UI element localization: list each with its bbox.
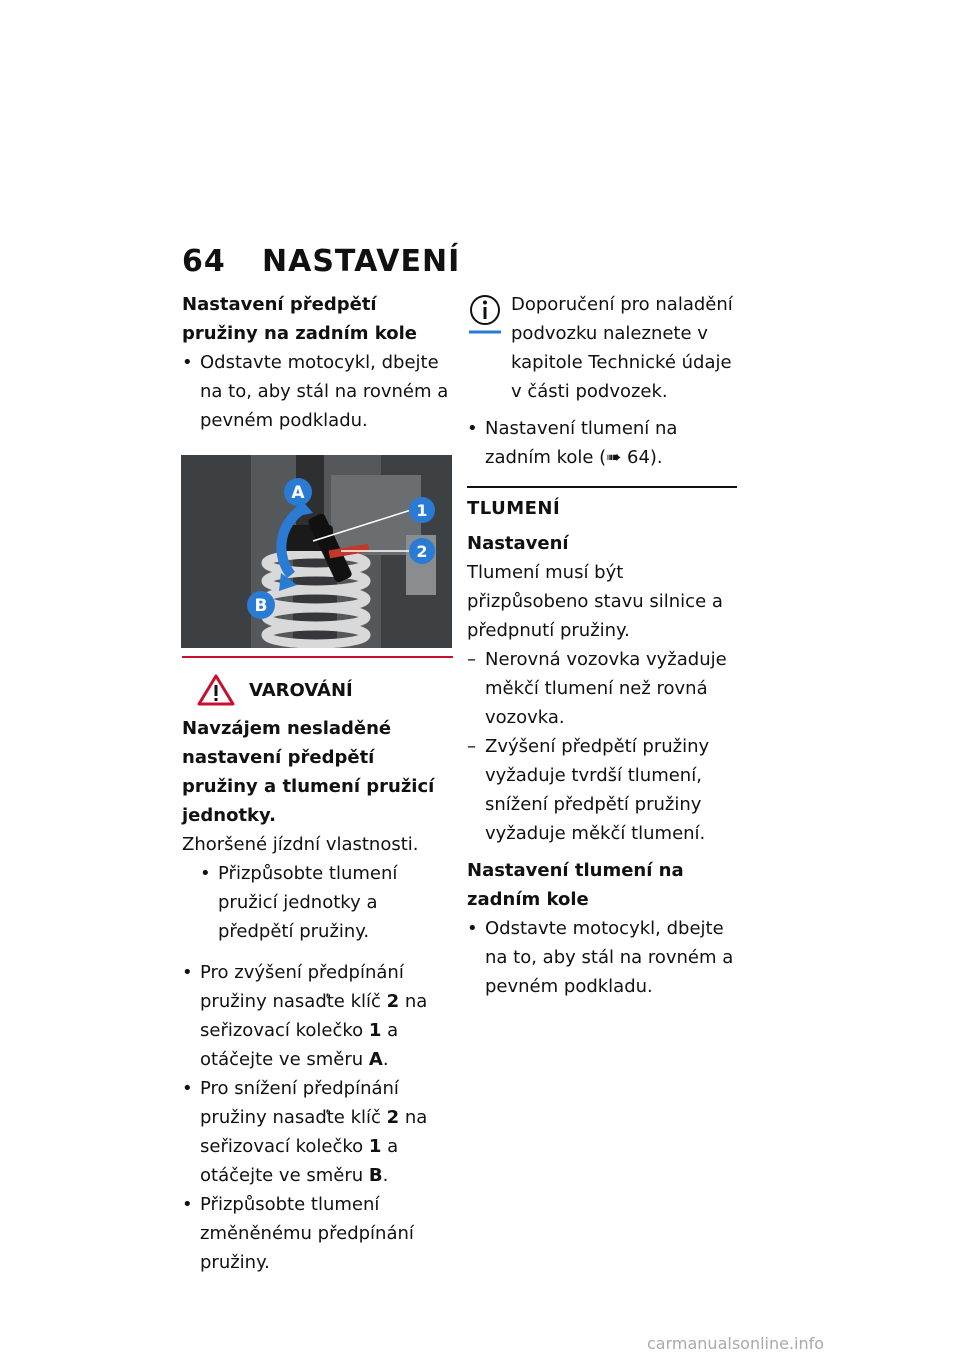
section-title-damping: TLUMENÍ	[467, 498, 561, 519]
rule-preload-damping: – Zvýšení předpětí pružiny vyžaduje tvrdší tlumení, snížení předpětí pružiny vyžaduje měkčí tlumení.	[467, 732, 742, 848]
step-adjust-damping: • Přizpůsobte tlumení změněnému předpínání pružiny.	[182, 1190, 452, 1277]
left-column	[182, 290, 452, 1277]
callout-1: 1	[416, 501, 428, 520]
damping-paragraph: Tlumení musí být přizpůsobeno stavu silnice a předpnutí pružiny.	[467, 562, 723, 641]
shock-absorber-figure	[181, 455, 452, 648]
info-text: Doporučení pro naladění podvozku naleznete v kapitole Technické údaje v části podvozek.	[511, 294, 733, 402]
right-column	[467, 290, 742, 1001]
info-icon	[467, 294, 503, 338]
warning-action-wrap	[182, 859, 452, 946]
reference-damping-setting[interactable]: • Nastavení tlumení na zadním kole (➠ 64).	[467, 414, 742, 472]
warning-title-row	[182, 674, 452, 706]
callout-2: 2	[416, 542, 428, 561]
callout-a: A	[291, 483, 305, 503]
warning-title: VAROVÁNÍ	[249, 679, 353, 701]
shock-absorber-illustration	[181, 455, 452, 648]
warning-box	[182, 674, 452, 946]
page-header	[182, 244, 460, 279]
warning-triangle-icon	[197, 674, 235, 706]
section-divider	[467, 486, 737, 488]
cross-reference-arrow-icon: ➠	[606, 447, 622, 468]
step-increase-preload: • Pro zvýšení předpínání pružiny nasaďte klíč 2 na seřizovací kolečko 1 a otáčejte ve směru A.	[182, 958, 452, 1074]
warning-lead: Navzájem nesladěné nastavení předpětí pružiny a tlumení pružicí jednotky.	[182, 718, 435, 826]
watermark: carmanualsonline.info	[647, 1334, 825, 1353]
subheading-setting: Nastavení	[467, 533, 569, 554]
warning-action: • Přizpůsobte tlumení pružicí jednotky a předpětí pružiny.	[200, 859, 452, 946]
warning-consequence: Zhoršené jízdní vlastnosti.	[182, 834, 419, 855]
rule-uneven-road: – Nerovná vozovka vyžaduje měkčí tlumení než rovná vozovka.	[467, 645, 742, 732]
callout-b: B	[254, 596, 268, 616]
section-heading-rear-damping: Nastavení tlumení na zadním kole	[467, 860, 684, 910]
warning-body	[182, 714, 452, 946]
page-number: 64	[182, 244, 226, 279]
section-heading-spring-preload: Nastavení předpětí pružiny na zadním kole	[182, 294, 418, 344]
instruction-park-motorcycle: • Odstavte motocykl, dbejte na to, aby stál na rovném a pevném podkladu.	[182, 348, 452, 435]
instruction-park-motorcycle-2: • Odstavte motocykl, dbejte na to, aby stál na rovném a pevném podkladu.	[467, 914, 742, 1001]
info-note	[467, 290, 742, 406]
warning-divider	[182, 656, 453, 658]
step-decrease-preload: • Pro snížení předpínání pružiny nasaďte klíč 2 na seřizovací kolečko 1 a otáčejte ve směru B.	[182, 1074, 452, 1190]
chapter-title: NASTAVENÍ	[262, 244, 461, 279]
